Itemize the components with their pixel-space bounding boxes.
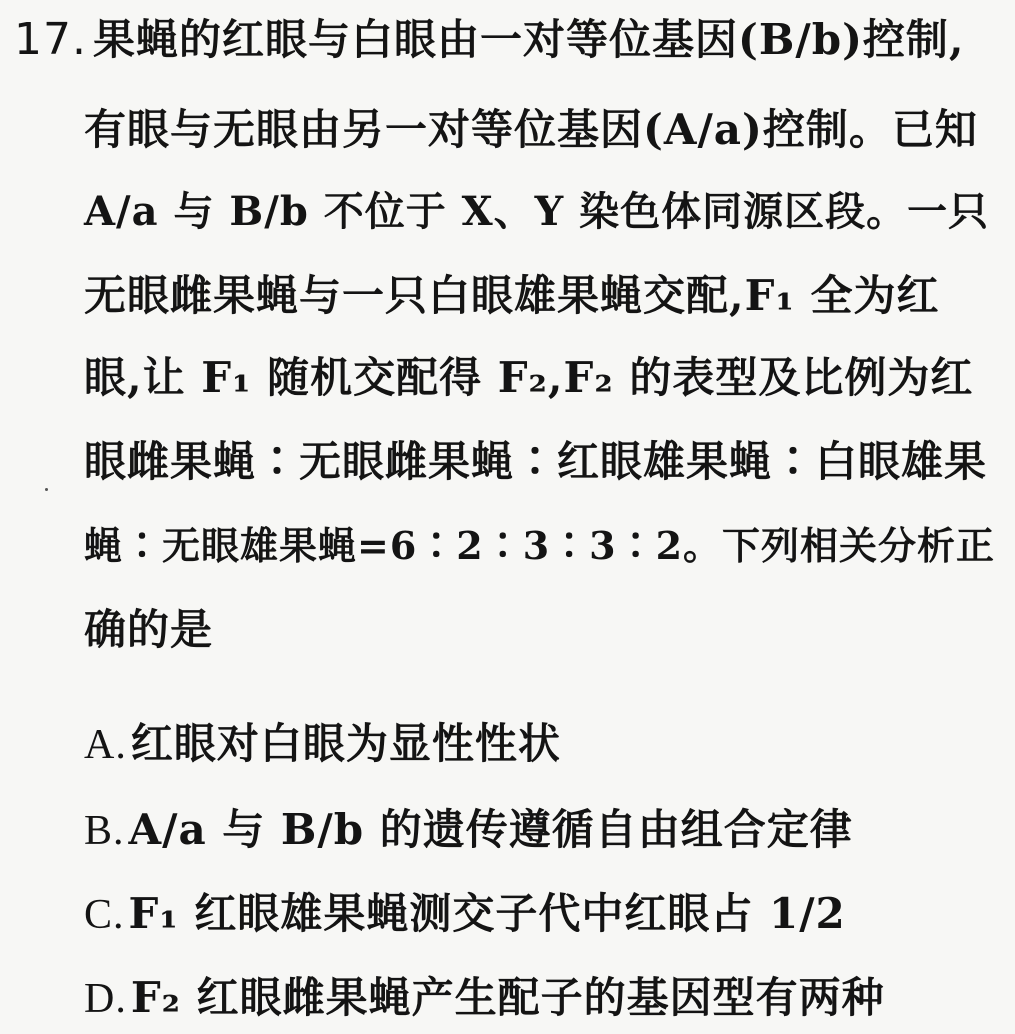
scan-speck [45,488,48,491]
option-a[interactable] [84,718,561,771]
question-line-4 [84,270,939,322]
option-letter: D. [84,976,127,1022]
question-line-7 [84,520,995,572]
option-letter: B. [84,808,125,854]
question-line-1 [14,14,965,66]
question-text-line: 蝇∶无眼雄果蝇=6∶2∶3∶3∶2。下列相关分析正 [84,523,996,568]
question-text-line: A/a 与 B/b 不位于 X、Y 染色体同源区段。一只 [84,188,990,235]
option-text: A/a 与 B/b 的遗传遵循自由组合定律 [128,805,853,854]
question-text-line: 果蝇的红眼与白眼由一对等位基因(B/b)控制, [92,15,965,64]
question-line-3 [84,186,989,238]
question-line-8 [84,604,213,656]
option-c[interactable] [84,888,846,941]
question-text-line: 确的是 [84,605,214,654]
question-number: 17. [14,14,87,65]
option-text: F₂ 红眼雌果蝇产生配子的基因型有两种 [130,973,885,1022]
question-line-6 [84,436,987,488]
option-d[interactable] [84,972,885,1025]
option-letter: A. [84,722,127,768]
question-line-2 [84,104,978,156]
question-line-5 [84,352,973,404]
question-text-line: 眼,让 F₁ 随机交配得 F₂,F₂ 的表型及比例为红 [84,353,974,402]
option-b[interactable] [84,804,853,857]
question-text-line: 有眼与无眼由另一对等位基因(A/a)控制。已知 [84,105,978,154]
option-text: F₁ 红眼雄果蝇测交子代中红眼占 1/2 [128,889,846,938]
question-text-line: 眼雌果蝇∶无眼雌果蝇∶红眼雄果蝇∶白眼雄果 [84,437,988,486]
option-letter: C. [84,892,125,938]
question-text-line: 无眼雌果蝇与一只白眼雄果蝇交配,F₁ 全为红 [84,271,940,320]
option-text: 红眼对白眼为显性性状 [130,719,561,768]
